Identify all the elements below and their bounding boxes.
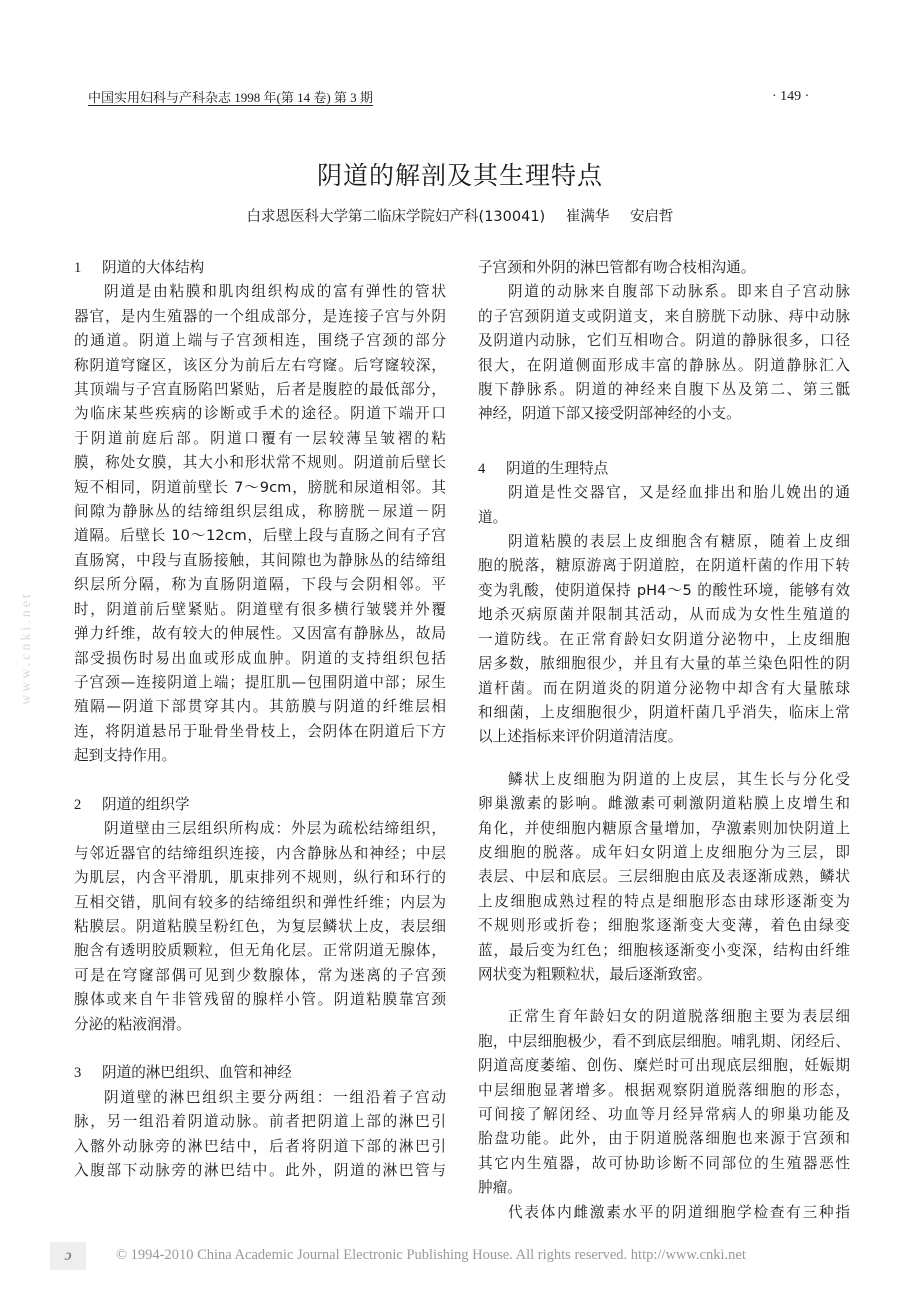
text-line: 以上述指标来评价阴道清洁度。: [478, 728, 683, 746]
paragraph: [478, 768, 850, 988]
text-line: 道隔。后壁长 10～12cm，后壁上段与直肠之间有子宫: [74, 527, 446, 545]
text-line: 称阴道穹窿区，该区分为前后左右穹窿。后穹窿较深，: [74, 356, 446, 374]
text-line: 子宫颈和外阴的淋巴管都有吻合枝相沟通。: [478, 259, 756, 276]
text-line: 器官，是内生殖器的一个组成部分，是连接子宫与外阴: [74, 307, 446, 325]
journal-running-head: 中国实用妇科与产科杂志 1998 年(第 14 卷) 第 3 期: [88, 90, 373, 105]
text-line: 入腹部下动脉旁的淋巴结中。此外，阴道的淋巴管与: [74, 1162, 446, 1179]
text-line: 弹力纤维，故有较大的伸展性。又因富有静脉丛，故局: [74, 625, 446, 643]
section-heading: [74, 793, 446, 817]
text-line: 间隙为静脉丛的结缔组织层组成，称膀胱－尿道－阴: [74, 503, 446, 521]
section-number: 1: [74, 260, 82, 276]
text-line: 皮细胞的脱落。成年妇女阴道上皮细胞分为三层，即: [478, 843, 850, 861]
author: 崔满华: [565, 209, 610, 225]
text-line: 阴道是由粘膜和肌肉组织构成的富有弹性的管状: [104, 283, 446, 301]
text-line: 表层、中层和底层。三层细胞由底及表逐渐成熟，鳞状: [478, 868, 850, 886]
text-line: 分泌的粘液润滑。: [74, 1015, 191, 1033]
section-heading: [74, 256, 446, 280]
paragraph: [74, 1086, 446, 1184]
text-line: 于阴道前庭后部。阴道口覆有一层较薄呈皱褶的粘: [74, 429, 446, 447]
text-line: 连，将阴道悬吊于耻骨坐骨枝上，会阴体在阴道后下方: [74, 722, 446, 740]
text-line: 胞，中层细胞极少，看不到底层细胞。哺乳期、闭经后、: [478, 1032, 850, 1050]
section-heading: [478, 457, 850, 481]
section-title: 阴道的淋巴组织、血管和神经: [102, 1064, 292, 1082]
copyright-text: © 1994-2010 China Academic Journal Electronic Publishing House. All rights reserved. http://www.cnki.net: [116, 1247, 746, 1263]
section-number: 4: [478, 460, 486, 477]
text-line: 与邻近器官的结缔组织连接，内含静脉丛和神经；中层: [74, 844, 446, 862]
text-line: 部受损伤时易出血或形成血肿。阴道的支持组织包括: [74, 649, 446, 667]
text-line: 阴道高度萎缩、创伤、糜烂时可出现底层细胞，妊娠期: [478, 1057, 850, 1075]
text-line: 殖隔—阴道下部贯穿其内。其筋膜与阴道的纤维层相: [74, 698, 446, 716]
text-line: 腹下静脉系。阴道的神经来自腹下丛及第二、第三骶: [478, 381, 850, 399]
text-line: 阴道壁由三层组织所构成：外层为疏松结缔组织，: [104, 820, 446, 838]
text-line: 时，阴道前后壁紧贴。阴道壁有很多横行皱襞并外覆: [74, 600, 446, 618]
text-line: 互相交错，肌间有较多的结缔组织和弹性纤维；内层为: [74, 893, 446, 911]
text-line: 的子宫颈阴道支或阴道支，来自膀胱下动脉、痔中动脉: [478, 307, 850, 325]
text-line: 胞的脱落，糖原游离于阴道腔，在阴道杆菌的作用下转: [478, 557, 850, 575]
text-line: 蓝，最后变为红色；细胞核逐渐变小变深，结构由纤维: [478, 941, 850, 959]
paragraph-continued: [478, 256, 850, 280]
text-line: 和细菌，上皮细胞很少，阴道杆菌几乎消失，临床上常: [478, 703, 850, 721]
text-line: 肿瘤。: [478, 1179, 522, 1197]
text-line: 腺体或来自午非管残留的腺样小管。阴道粘膜靠宫颈: [74, 991, 446, 1009]
text-line: 网状变为粗颗粒状，最后逐渐致密。: [478, 965, 712, 983]
text-line: 鳞状上皮细胞为阴道的上皮层，其生长与分化受: [508, 770, 850, 788]
paragraph: [478, 280, 850, 426]
text-line: 阴道壁的淋巴组织主要分两组：一组沿着子宫动: [104, 1088, 446, 1106]
text-line: 很大，在阴道侧面形成丰富的静脉丛。阴道静脉汇入: [478, 356, 850, 374]
text-line: 地杀灭病原菌并限制其活动，从而成为女性生殖道的: [478, 606, 850, 624]
article-title: 阴道的解剖及其生理特点: [316, 161, 603, 190]
text-line: 为肌层，内含平滑肌，肌束排列不规则，纵行和环行的: [74, 869, 446, 887]
text-line: 中层细胞显著增多。根据观察阴道脱落细胞的形态，: [478, 1081, 850, 1099]
text-line: 的通道。阴道上端与子宫颈相连，围绕子宫颈的部分: [74, 332, 446, 350]
text-line: 居多数，脓细胞很少，并且有大量的革兰染色阳性的阴: [478, 655, 850, 673]
text-line: 阴道粘膜的表层上皮细胞含有糖原，随着上皮细: [508, 533, 850, 551]
page-number: · 149 ·: [772, 89, 810, 104]
text-line: 脉，另一组沿着阴道动脉。前者把阴道上部的淋巴引: [74, 1113, 446, 1131]
paragraph: [478, 1005, 850, 1200]
paragraph: [74, 280, 446, 768]
text-line: 为临床某些疾病的诊断或手术的途径。阴道下端开口: [74, 405, 446, 423]
text-line: 一道防线。在正常育龄妇女阴道分泌物中，上皮细胞: [478, 630, 850, 648]
affiliation: 白求恩医科大学第二临床学院妇产科(130041): [246, 209, 546, 225]
text-line: 胎盘功能。此外，由于阴道脱落细胞也来源于宫颈和: [478, 1130, 850, 1148]
text-line: 道杆菌。而在阴道炎的阴道分泌物中却含有大量脓球: [478, 679, 850, 697]
text-line: 不规则形或折卷；细胞浆逐渐变大变薄，着色由绿变: [478, 917, 850, 935]
paragraph: [478, 530, 850, 750]
text-line: 膜，称处女膜，其大小和形状常不规则。阴道前后壁长: [74, 454, 446, 472]
left-column: [74, 256, 446, 1183]
section-title: 阴道的组织学: [102, 795, 190, 813]
section-title: 阴道的大体结构: [102, 259, 205, 276]
section-number: 2: [74, 796, 82, 813]
text-line: 可是在穹窿部偶可见到少数腺体，常为迷离的子宫颈: [74, 966, 446, 984]
text-line: 卵巢激素的影响。雌激素可刺激阴道粘膜上皮增生和: [478, 795, 850, 813]
byline: [0, 205, 920, 226]
text-line: 阴道的动脉来自腹部下动脉系。即来自子宫动脉: [508, 283, 850, 301]
text-line: 上皮细胞成熟过程的特点是细胞形态由球形逐渐变为: [478, 892, 850, 910]
text-line: 其它内生殖器，故可协助诊断不同部位的生殖器恶性: [478, 1154, 850, 1172]
text-line: 及阴道内动脉，它们互相吻合。阴道的静脉很多，口径: [478, 332, 850, 350]
text-line: 织层所分隔，称为直肠阴道隔，下段与会阴相邻。平: [74, 576, 446, 594]
section-number: 3: [74, 1065, 82, 1082]
paragraph: [478, 1201, 850, 1225]
text-line: 其顶端与子宫直肠陷凹紧贴，后者是腹腔的最低部分，: [74, 381, 446, 399]
text-line: 角化，并使细胞内糖原含量增加，孕激素则加快阴道上: [478, 819, 850, 837]
text-line: 道。: [478, 508, 508, 526]
text-line: 粘膜层。阴道粘膜呈粉红色，为复层鳞状上皮，表层细: [74, 917, 446, 935]
text-line: 直肠窝，中段与直肠接触，其间隙也为静脉丛的结缔组: [74, 551, 446, 569]
right-column: [478, 256, 850, 1225]
text-line: 可间接了解闭经、功血等月经异常病人的卵巢功能及: [478, 1106, 850, 1123]
text-line: 变为乳酸，使阴道保持 pH4～5 的酸性环境，能够有效: [478, 581, 850, 599]
text-line: 短不相同，阴道前壁长 7～9cm，膀胱和尿道相邻。其: [74, 478, 446, 496]
author: 安启哲: [629, 209, 674, 225]
section-heading: [74, 1061, 446, 1085]
section-title: 阴道的生理特点: [506, 459, 609, 477]
cnki-logo-icon: ɔ: [50, 1242, 86, 1270]
paragraph: [74, 817, 446, 1037]
text-line: 阴道是性交器官，又是经血排出和胎儿娩出的通: [508, 484, 850, 502]
text-line: 入髂外动脉旁的淋巴结中，后者将阴道下部的淋巴引: [74, 1137, 446, 1155]
text-line: 正常生育年龄妇女的阴道脱落细胞主要为表层细: [508, 1008, 850, 1026]
text-line: 起到支持作用。: [74, 747, 177, 765]
text-line: 神经，阴道下部又接受阴部神经的小支。: [478, 405, 741, 423]
watermark: www.cnki.net: [18, 591, 34, 705]
text-line: 胞含有透明胶质颗粒，但无角化层。正常阴道无腺体，: [74, 942, 446, 960]
text-line: 代表体内雌激素水平的阴道细胞学检查有三种指: [508, 1203, 850, 1221]
copyright-footer: [50, 1244, 880, 1272]
text-line: 子宫颈—连接阴道上端；提肛肌—包围阴道中部；尿生: [74, 673, 446, 691]
paragraph: [478, 481, 850, 530]
